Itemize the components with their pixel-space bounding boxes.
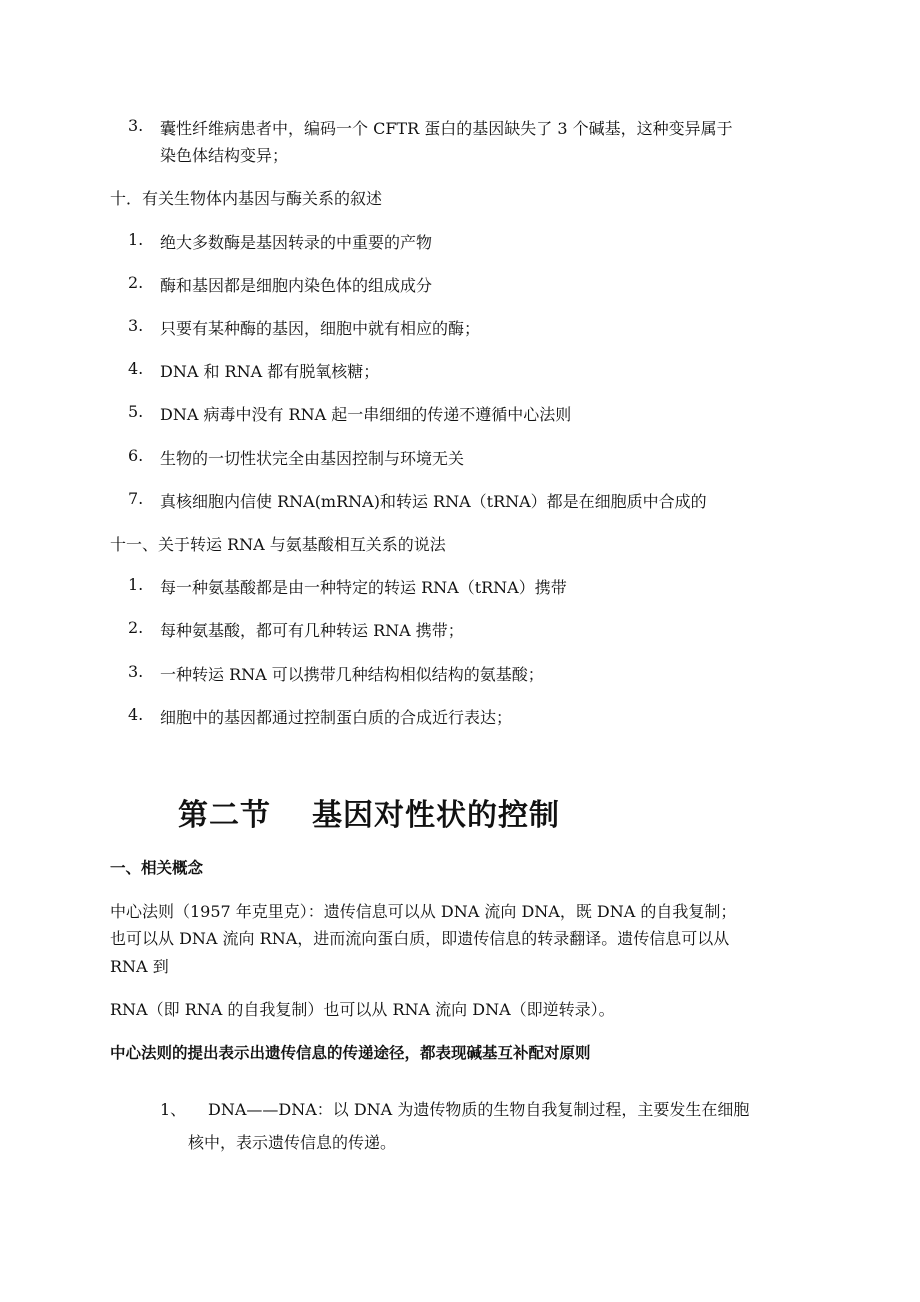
list-item-number: 5.: [128, 402, 144, 421]
list-item-text: 酶和基因都是细胞内染色体的组成成分: [160, 276, 433, 295]
list-item-text: DNA 病毒中没有 RNA 起一串细细的传递不遵循中心法则: [160, 405, 572, 424]
paragraph-line: 中心法则（1957 年克里克）：遗传信息可以从 DNA 流向 DNA，既 DNA 的自我复制；: [110, 902, 737, 921]
list-item-text-continued: 核中，表示遗传信息的传递。: [188, 1133, 397, 1152]
list-item-number: 3.: [128, 116, 144, 135]
list-item-number: 1.: [128, 575, 144, 594]
chapter-title: 基因对性状的控制: [312, 798, 560, 833]
list-item-number: 2.: [128, 273, 144, 292]
list-item-number: 3.: [128, 316, 144, 335]
list-item-number: 4.: [128, 359, 144, 378]
list-item-number: 4.: [128, 705, 144, 724]
list-item-text: 细胞中的基因都通过控制蛋白质的合成近行表达；: [160, 708, 513, 727]
list-item-text: DNA——DNA：以 DNA 为遗传物质的生物自我复制过程，主要发生在细胞: [208, 1100, 750, 1119]
list-item-text: 一种转运 RNA 可以携带几种结构相似结构的氨基酸；: [160, 665, 544, 684]
list-item-text: 真核细胞内信使 RNA(mRNA)和转运 RNA（tRNA）都是在细胞质中合成的: [160, 492, 707, 511]
paragraph-line: RNA（即 RNA 的自我复制）也可以从 RNA 流向 DNA（即逆转录）。: [110, 1000, 615, 1019]
list-item-text: 绝大多数酶是基因转录的中重要的产物: [160, 233, 433, 252]
list-item-number: 1.: [128, 230, 144, 249]
list-item-text: 只要有某种酶的基因，细胞中就有相应的酶；: [160, 319, 481, 338]
chapter-number: 第二节: [178, 798, 271, 833]
list-item-text: 囊性纤维病患者中，编码一个 CFTR 蛋白的基因缺失了 3 个碱基，这种变异属于: [160, 119, 733, 138]
concepts-heading: 一、相关概念: [110, 859, 204, 877]
section-10-title: 十．有关生物体内基因与酶关系的叙述: [110, 189, 383, 208]
list-item-text: DNA 和 RNA 都有脱氧核糖；: [160, 362, 380, 381]
list-item-number: 6.: [128, 446, 144, 465]
list-item-number: 1、: [160, 1100, 187, 1119]
bold-statement: 中心法则的提出表示出遗传信息的传递途径，都表现碱基互补配对原则: [110, 1044, 591, 1062]
list-item-text-continued: 染色体结构变异；: [160, 146, 289, 165]
list-item-number: 7.: [128, 489, 144, 508]
paragraph-line: RNA 到: [110, 957, 169, 976]
section-11-title: 十一、关于转运 RNA 与氨基酸相互关系的说法: [110, 535, 446, 554]
list-item-text: 每一种氨基酸都是由一种特定的转运 RNA（tRNA）携带: [160, 578, 567, 597]
list-item-text: 生物的一切性状完全由基因控制与环境无关: [160, 449, 465, 468]
list-item-text: 每种氨基酸，都可有几种转运 RNA 携带；: [160, 621, 464, 640]
list-item-number: 2.: [128, 618, 144, 637]
list-item-number: 3.: [128, 662, 144, 681]
paragraph-line: 也可以从 DNA 流向 RNA，进而流向蛋白质，即遗传信息的转录翻译。遗传信息可以从: [110, 929, 730, 948]
